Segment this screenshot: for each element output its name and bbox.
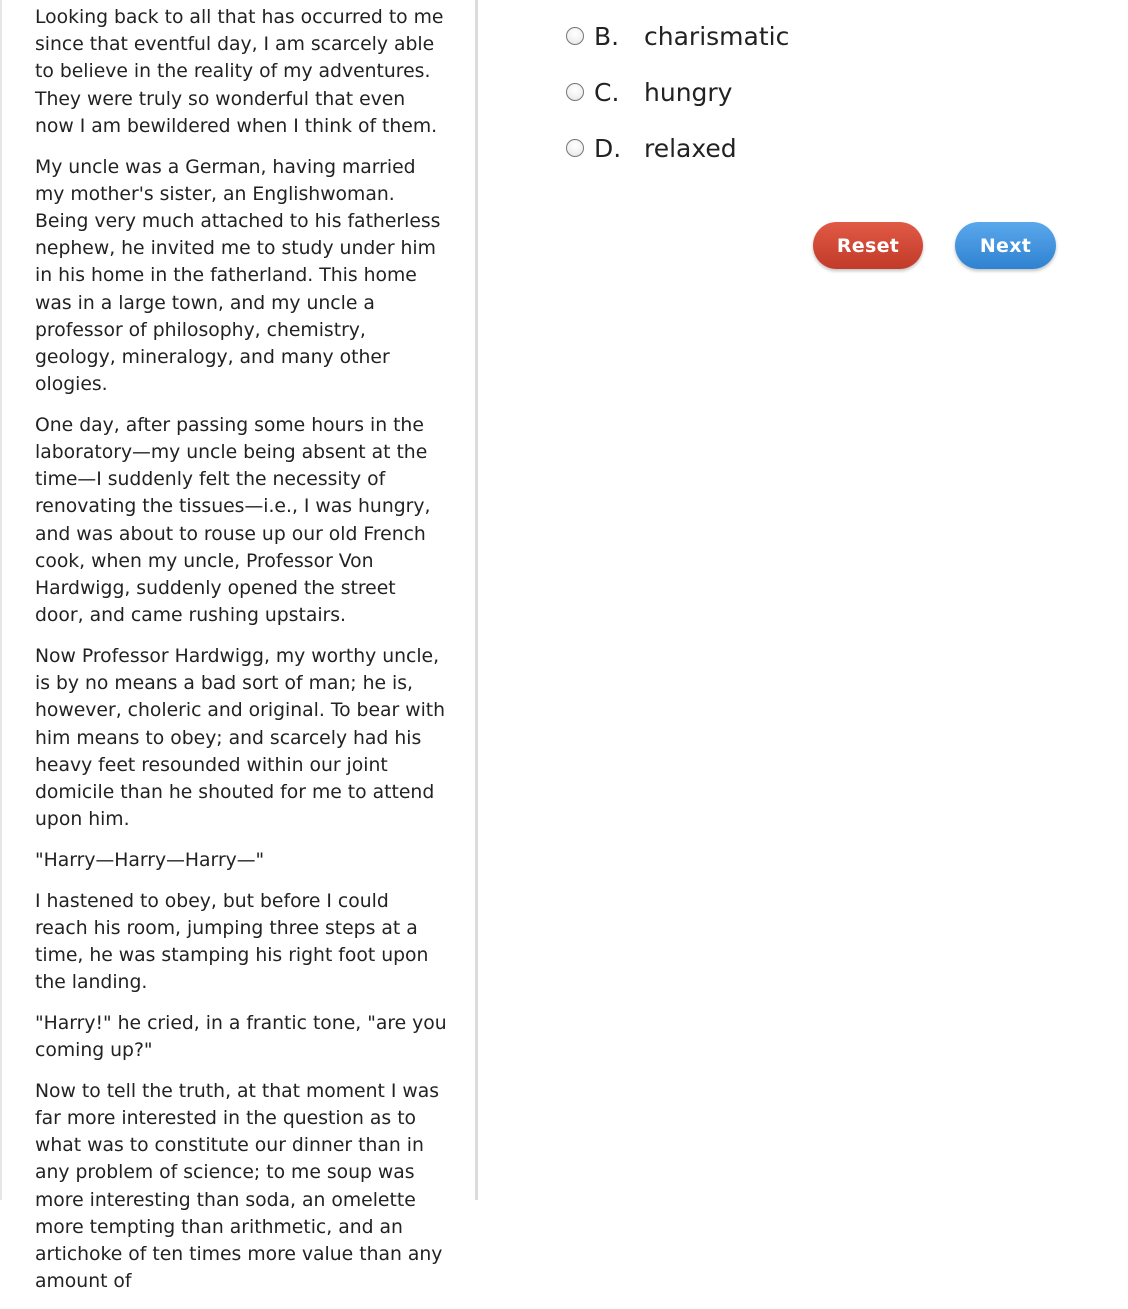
passage-paragraph: One day, after passing some hours in the laboratory—my uncle being absent at the time—I suddenly felt the necessity of renovating the tissues—i.e., I was hungry, and was about to rouse up our old French cook, when my uncle, Professor Von Hardwigg, suddenly opened the street door, and came rushing upstairs. [35, 414, 431, 627]
answer-option-b[interactable] [566, 8, 789, 64]
radio-button-c[interactable] [566, 83, 584, 101]
radio-button-d[interactable] [566, 139, 584, 157]
passage-text [35, 4, 447, 1309]
option-letter: C. [594, 77, 620, 107]
radio-button-b[interactable] [566, 27, 584, 45]
option-text: hungry [644, 77, 733, 107]
answer-options [566, 8, 789, 176]
option-letter: D. [594, 133, 622, 163]
option-text: relaxed [644, 133, 737, 163]
answer-option-d[interactable] [566, 120, 789, 176]
passage-paragraph: Looking back to all that has occurred to me since that eventful day, I am scarcely able to believe in the reality of my adventures. They were truly so wonderful that even now I am bewildered when I think of them. [35, 7, 444, 137]
question-panel [478, 0, 1128, 1200]
option-text: charismatic [644, 21, 790, 51]
passage-panel[interactable] [0, 0, 478, 1293]
answer-option-c[interactable] [566, 64, 789, 120]
passage-paragraph: "Harry—Harry—Harry—" [35, 849, 265, 871]
next-button[interactable]: Next [955, 222, 1056, 269]
passage-paragraph: Now to tell the truth, at that moment I was far more interested in the question as to what was to constitute our dinner than in any problem of science; to me soup was more interesting than soda, an omelette more tempting than arithmetic, and an artichoke of ten times more value than any amount of [35, 1080, 443, 1293]
passage-paragraph: My uncle was a German, having married my mother's sister, an Englishwoman. Being very much attached to his fatherless nephew, he invited me to study under him in his home in the fatherland. This home was in a large town, and my uncle a professor of philosophy, chemistry, geology, mineralogy, and many other ologies. [35, 156, 441, 396]
reset-button[interactable]: Reset [813, 222, 923, 269]
option-letter: B. [594, 21, 620, 51]
passage-paragraph: Now Professor Hardwigg, my worthy uncle, is by no means a bad sort of man; he is, however, choleric and original. To bear with him means to obey; and scarcely had his heavy feet resounded within our joint domicile than he shouted for me to attend upon him. [35, 645, 446, 831]
passage-paragraph: "Harry!" he cried, in a frantic tone, "are you coming up?" [35, 1012, 447, 1062]
passage-paragraph: I hastened to obey, but before I could reach his room, jumping three steps at a time, he was stamping his right foot upon the landing. [35, 890, 429, 994]
